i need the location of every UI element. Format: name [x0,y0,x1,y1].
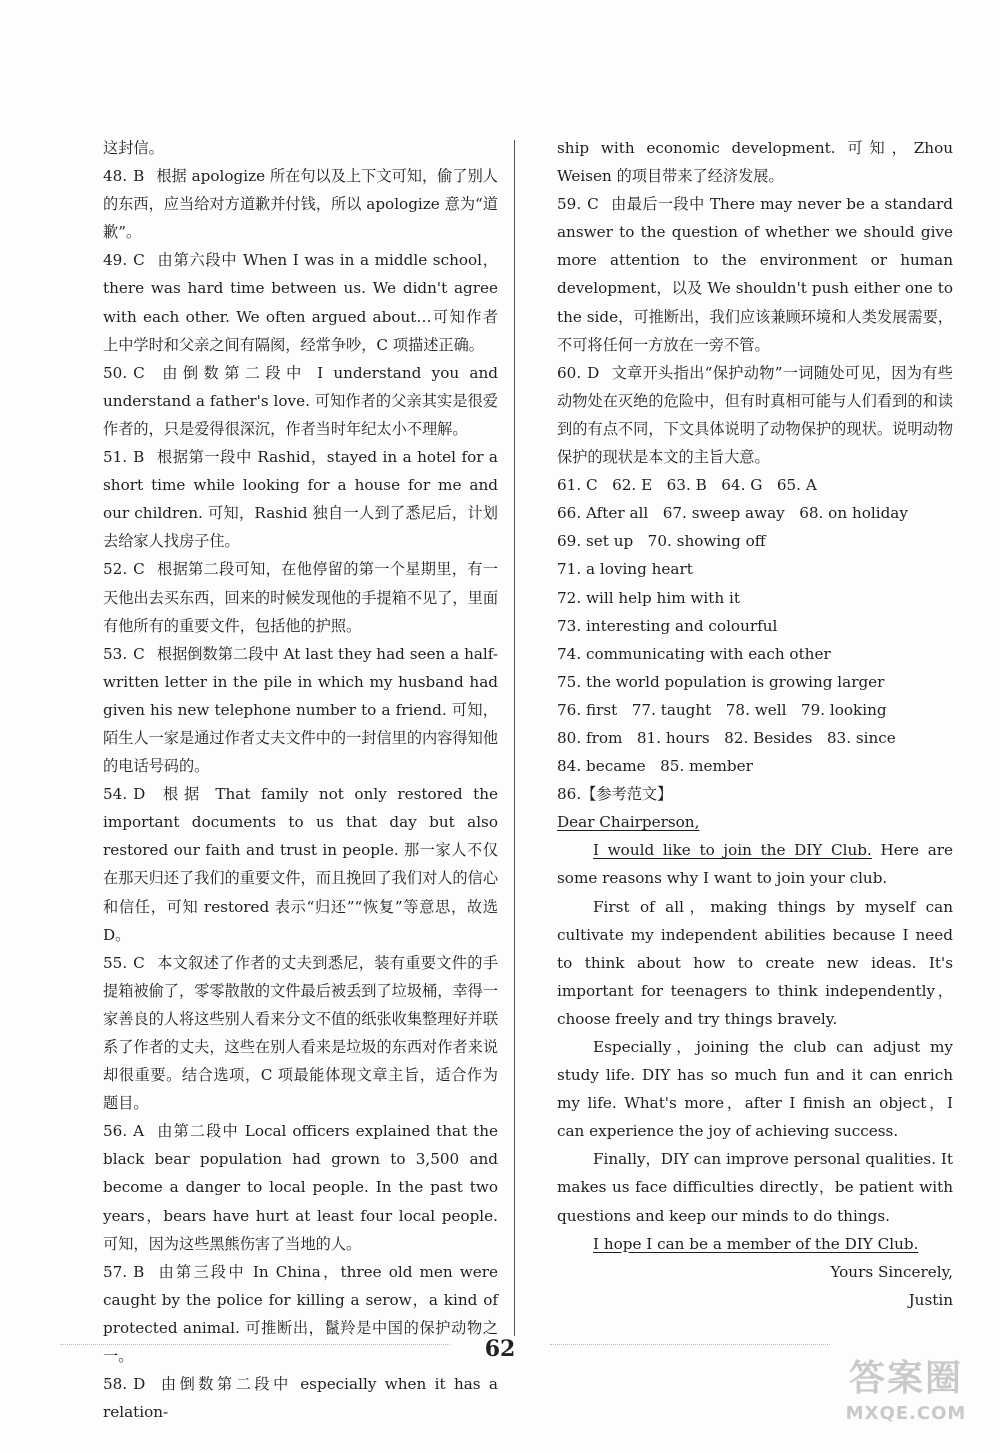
essay-signoff: Yours Sincerely, [830,1262,953,1281]
answer-explanation: ship with economic development. 可知，Zhou Weisen 的项目带来了经济发展。 [557,139,953,186]
model-essay [557,780,953,1314]
short-answer-list [557,471,953,780]
answer-item [103,162,498,246]
short-answer-line: 75. the world population is growing larger [557,672,885,691]
opening-underlined: I would like to join the DIY Club. [593,841,872,860]
answer-number: 49. [103,251,128,270]
answer-explanation: 根据第一段中 Rashid，stayed in a hotel for a short time while looking for a house for me and our children. 可知，Rashid 独自一人到了悉尼后，计划去给家人找房子住。 [103,448,498,551]
answer-letter: C [133,953,145,972]
short-answer-line: 72. will help him with it [557,588,740,607]
answer-letter: B [133,1262,145,1281]
answer-item [103,949,498,1118]
short-answer-line: 84. became 85. member [557,757,753,776]
answer-item [103,359,498,443]
page-number: 62 [484,1336,516,1362]
answer-number: 54. [103,785,128,804]
answer-item [103,443,498,555]
answer-number: 55. [103,953,128,972]
answer-letter: C [133,644,145,663]
short-answer-line: 66. After all 67. sweep away 68. on holiday [557,504,908,523]
answer-explanation: 文章开头指出“保护动物”一词随处可见，因为有些动物处在灭绝的危险中，但有时真相可能与人们看到的和读到的有点不同，下文具体说明了动物保护的现状。说明动物保护的现状是本文的主旨大意。 [557,363,953,467]
answer-explanation: 由最后一段中 There may never be a standard answer to the question of whether we should give more attention to the environment or human development，以及 We shouldn't push either one to the side，可推断出，我们应该兼顾环境和人类发展需要，不可将任何一方放在一旁不管。 [557,195,953,354]
answer-number: 57. [103,1262,128,1281]
answer-letter: D [587,363,600,382]
answer-letter: D [133,785,146,804]
answer-number: 56. [103,1122,128,1141]
answer-explanation: 这封信。 [103,139,164,157]
answer-item [103,1370,498,1426]
watermark-logo-text: 答案圈 [848,1358,963,1399]
footer-decoration-right [550,1344,830,1351]
answer-explanation: 由第二段中 Local officers explained that the black bear population had grown to 3,500 and become a danger to local people. In the past two years，bears have hurt at least four local people. 可知，因为这些黑熊伤害了当地的人。 [103,1122,498,1253]
answer-item [103,555,498,639]
answer-item [103,1258,498,1370]
closing-underlined: I hope I can be a member of the DIY Club. [593,1234,919,1253]
essay-paragraph-3: Finally，DIY can improve personal qualities. It makes us face difficulties directly，be patient with questions and keep our minds to do things. [557,1150,953,1225]
answer-number: 60. [557,363,582,382]
essay-signature: Justin [908,1290,953,1309]
answer-explanation: 根据第二段可知，在他停留的第一个星期里，有一天他出去买东西，回来的时候发现他的手提箱不见了，里面有他所有的重要文件，包括他的护照。 [103,560,498,635]
answer-letter: C [587,195,599,214]
answer-item [103,640,498,780]
answer-item [557,359,953,471]
answer-number: 52. [103,560,128,579]
answer-explanation: 由第六段中 When I was in a middle school，there was hard time between us. We didn't agree with each other. We often argued about…可知作者上中学时和父亲之间有隔阂，经常争吵，C 项描述正确。 [103,251,498,354]
right-column [557,134,953,1314]
answer-number: 51. [103,448,128,467]
answer-explanation: 根据倒数第二段中 At last they had seen a half-written letter in the pile in which my husband had given his new telephone number to a friend. 可知，陌生人一家是通过作者丈夫文件中的一封信里的内容得知他的电话号码的。 [103,644,498,776]
answer-explanation: 本文叙述了作者的丈夫到悉尼，装有重要文件的手提箱被偷了，零零散散的文件最后被丢到了垃圾桶，幸得一家善良的人将这些别人看来分文不值的纸张收集整理好并联系了作者的丈夫，这些在别人看来是垃圾的东西对作者来说却很重要。结合选项，C 项最能体现文章主旨，适合作为题目。 [103,953,498,1113]
answer-item [103,246,498,358]
column-divider [514,140,515,1336]
essay-salutation [557,808,953,836]
short-answer-line: 69. set up 70. showing off [557,532,766,551]
essay-heading: 86.【参考范文】 [557,785,673,804]
answer-explanation: 根据 apologize 所在句以及上下文可知，偷了别人的东西，应当给对方道歉并付钱，所以 apologize 意为“道歉”。 [103,167,498,242]
answer-explanation: 由倒数第二段中 especially when it has a relation- [103,1375,498,1422]
left-column [103,134,498,1426]
answer-number: 50. [103,363,128,382]
answer-explanation: 由倒数第二段中 I understand you and understand a father's love. 可知作者的父亲其实是很爱作者的，只是爱得很深沉，作者当时年纪太小不理解。 [103,363,498,438]
answer-letter: A [133,1122,145,1141]
short-answer-line: 74. communicating with each other [557,644,831,663]
answer-letter: C [133,363,145,382]
short-answer-line: 76. first 77. taught 78. well 79. looking [557,700,887,719]
answer-number: 59. [557,195,582,214]
answer-item [103,780,498,949]
short-answer-line: 71. a loving heart [557,560,693,579]
answer-number: 53. [103,644,128,663]
footer-decoration-left [60,1344,450,1351]
answer-letter: C [133,251,145,270]
answer-explanation: 根据 That family not only restored the important documents to us that day but also restored our faith and trust in people. 那一家人不仅在那天归还了我们的重要文件，而且挽回了我们对人的信心和信任，可知 restored 表示“归还”“恢复”等意思，故选 D。 [103,785,498,944]
short-answer-line: 80. from 81. hours 82. Besides 83. since [557,728,896,747]
essay-paragraph-1: First of all，making things by myself can cultivate my independent abilities because I need to think about how to create new ideas. It's important for teenagers to think independently，choose freely and try things bravely. [557,897,953,1028]
answer-continuation [103,134,498,162]
watermark-domain: MXQE.COM [845,1403,967,1424]
short-answer-line: 73. interesting and colourful [557,616,778,635]
answer-number: 58. [103,1375,128,1394]
answer-explanation: 由第三段中 In China，three old men were caught by the police for killing a serow，a kind of protected animal. 可推断出，鬣羚是中国的保护动物之一。 [103,1262,498,1366]
answer-letter: C [133,560,145,579]
answer-letter: B [133,167,145,186]
short-answer-line: 61. C 62. E 63. B 64. G 65. A [557,476,817,495]
essay-closing [557,1230,953,1258]
answer-item [103,1117,498,1257]
answer-number: 48. [103,167,128,186]
right-answers [557,134,953,471]
salutation-text: Dear Chairperson, [557,813,700,832]
essay-opening [557,836,953,892]
answer-letter: B [133,448,145,467]
site-watermark [826,1355,986,1443]
opening-rest: Here are some reasons why I want to join your club. [557,841,953,888]
answer-continuation [557,134,953,190]
essay-paragraph-2: Especially，joining the club can adjust my study life. DIY has so much fun and it can enrich my life. What's more，after I finish an object，I can experience the joy of achieving success. [557,1038,953,1141]
answer-letter: D [133,1375,146,1394]
answer-item [557,190,953,359]
